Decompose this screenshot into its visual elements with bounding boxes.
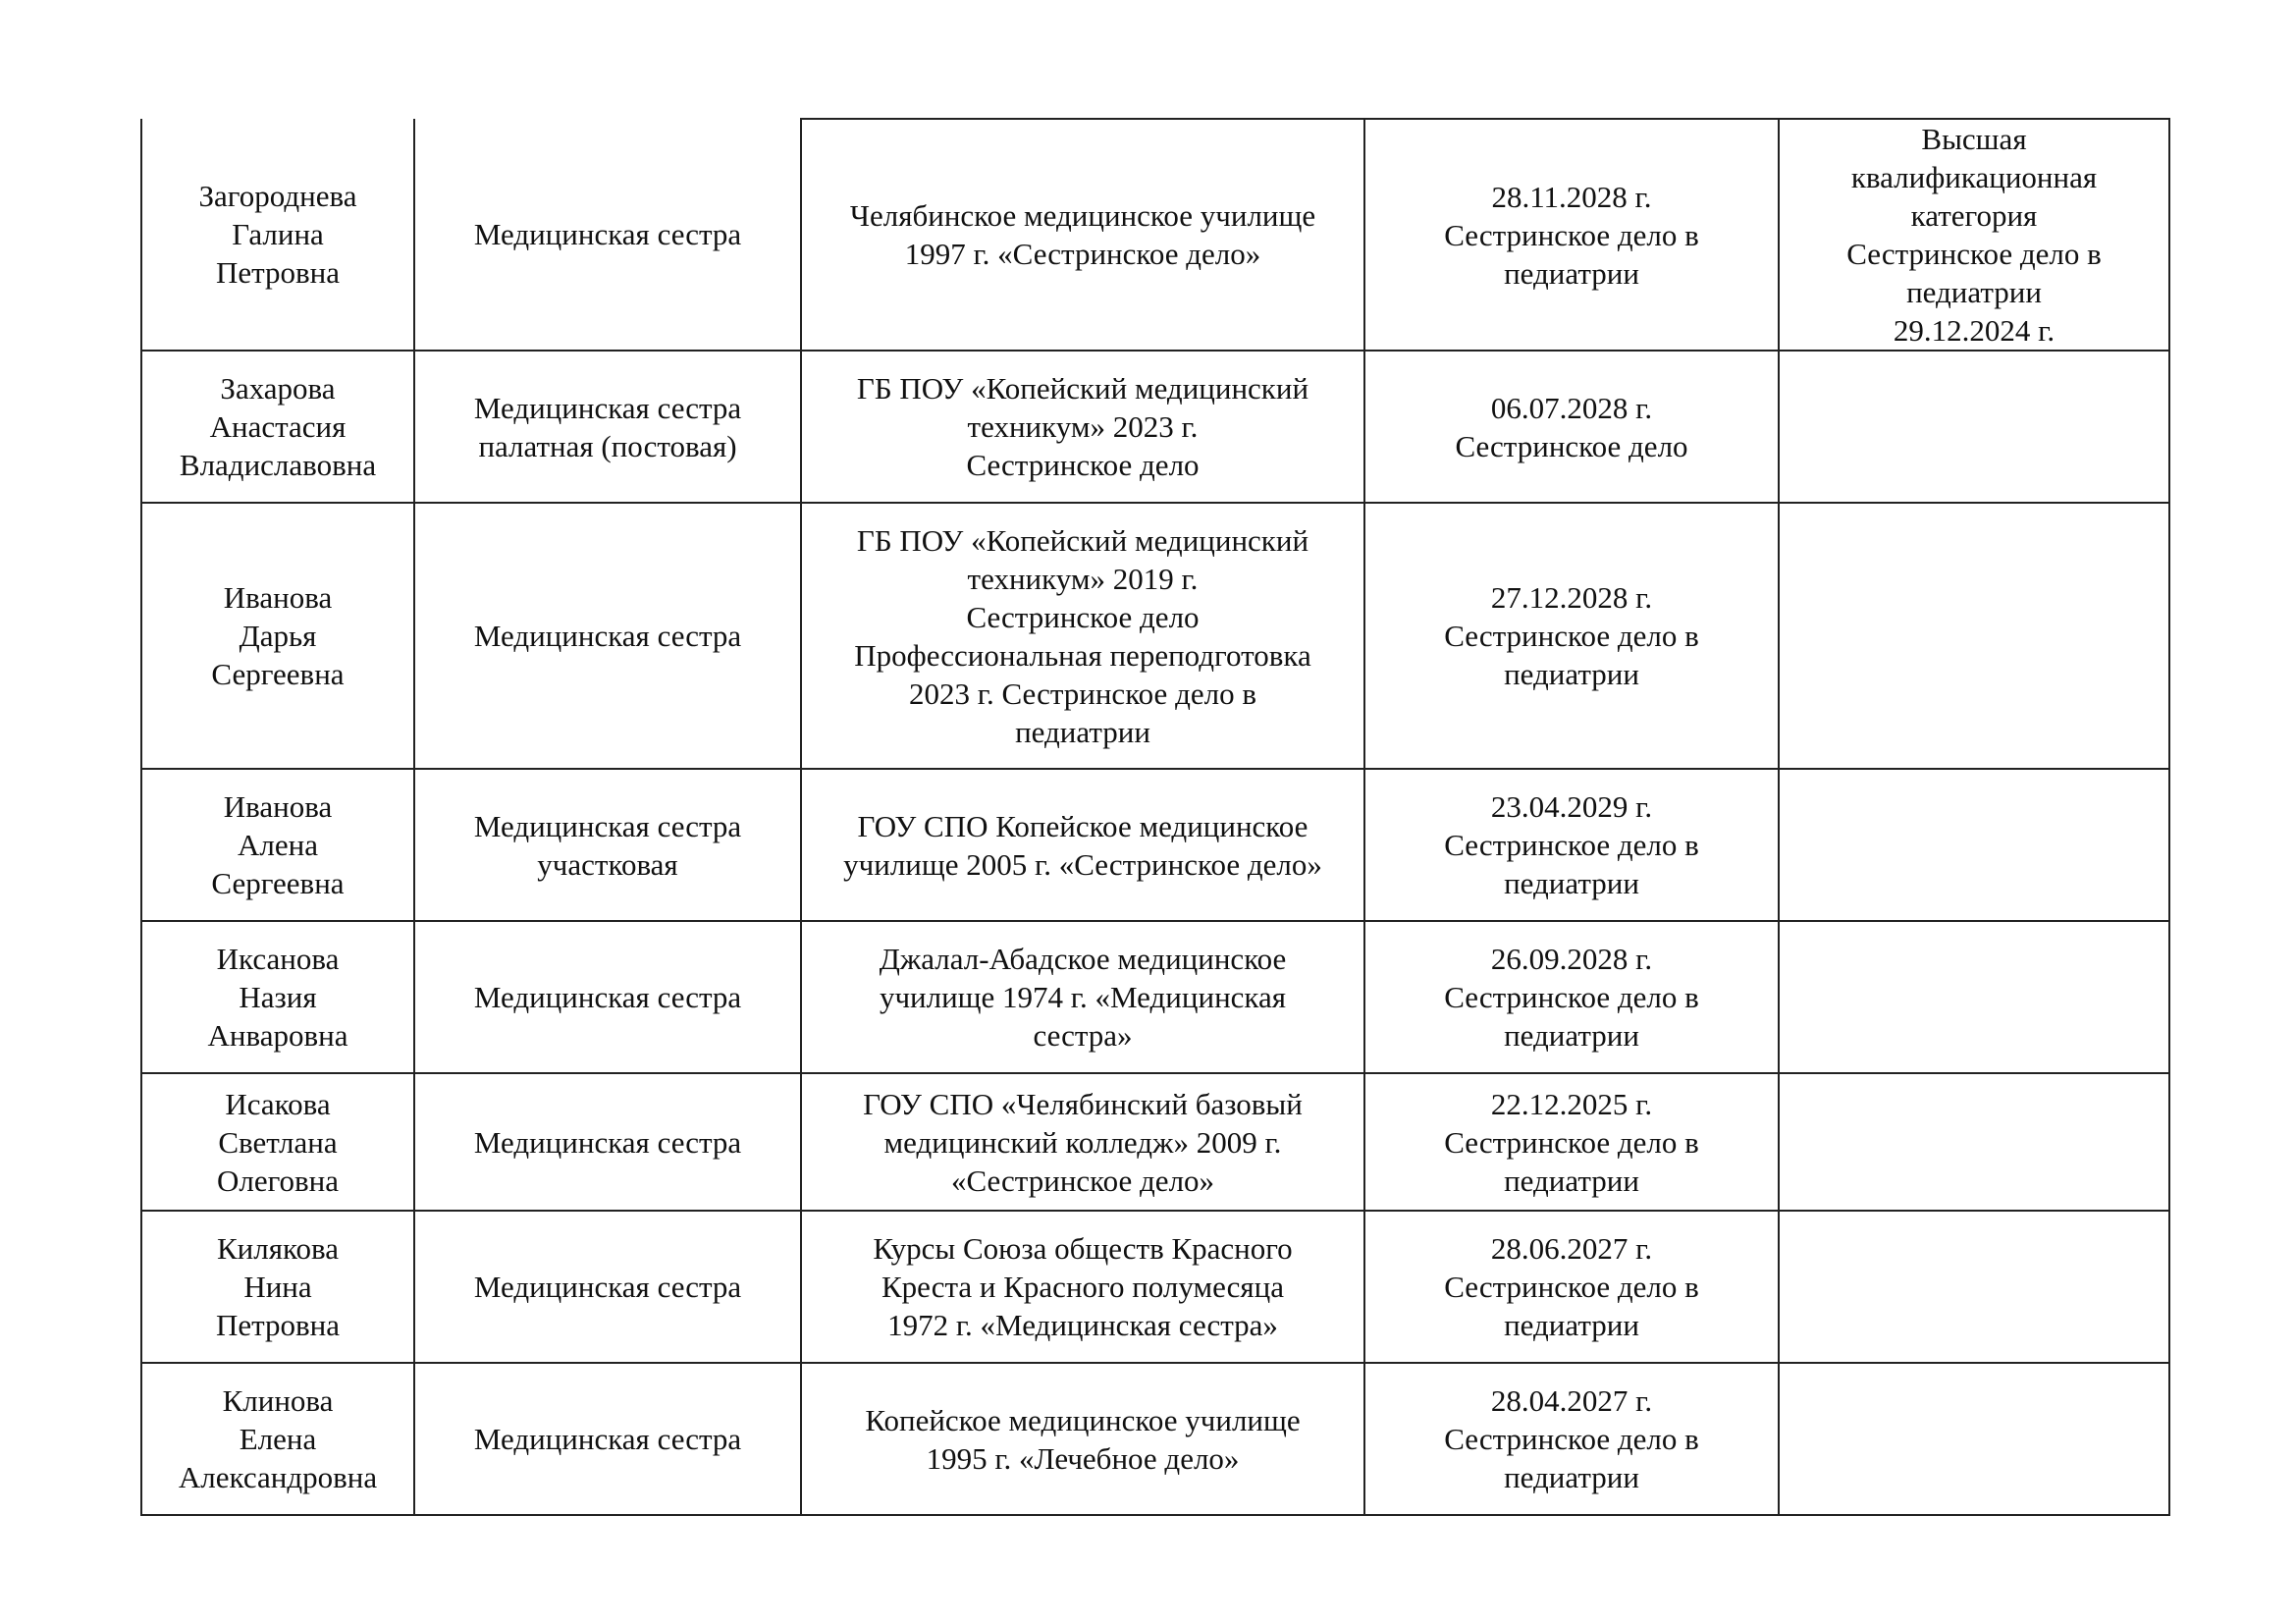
position-cell: Медицинская сестра палатная (постовая) (414, 351, 801, 503)
qualification-category-cell (1779, 503, 2169, 769)
education-cell: Копейское медицинское училище 1995 г. «Лечебное дело» (801, 1363, 1364, 1515)
employee-name-cell: Иванова Дарья Сергеевна (141, 503, 414, 769)
position-cell: Медицинская сестра участковая (414, 769, 801, 921)
table-row (141, 1211, 2169, 1363)
certificate-cell: 22.12.2025 г. Сестринское дело в педиатрии (1364, 1073, 1779, 1211)
employee-name-cell: Иксанова Назия Анваровна (141, 921, 414, 1073)
certificate-cell: 28.06.2027 г. Сестринское дело в педиатрии (1364, 1211, 1779, 1363)
certificate-cell: 28.04.2027 г. Сестринское дело в педиатрии (1364, 1363, 1779, 1515)
staff-table (140, 118, 2170, 1516)
certificate-cell: 06.07.2028 г. Сестринское дело (1364, 351, 1779, 503)
education-cell: ГОУ СПО Копейское медицинское училище 2005 г. «Сестринское дело» (801, 769, 1364, 921)
position-cell: Медицинская сестра (414, 1363, 801, 1515)
certificate-cell: 28.11.2028 г. Сестринское дело в педиатрии (1364, 119, 1779, 351)
qualification-category-cell (1779, 1363, 2169, 1515)
table-row (141, 503, 2169, 769)
employee-name-cell: Килякова Нина Петровна (141, 1211, 414, 1363)
table-row (141, 119, 2169, 351)
certificate-cell: 26.09.2028 г. Сестринское дело в педиатрии (1364, 921, 1779, 1073)
position-cell: Медицинская сестра (414, 1073, 801, 1211)
employee-name-cell: Загороднева Галина Петровна (141, 119, 414, 351)
position-cell: Медицинская сестра (414, 921, 801, 1073)
certificate-cell: 23.04.2029 г. Сестринское дело в педиатрии (1364, 769, 1779, 921)
table-row (141, 769, 2169, 921)
table-row (141, 1363, 2169, 1515)
employee-name-cell: Клинова Елена Александровна (141, 1363, 414, 1515)
education-cell: ГБ ПОУ «Копейский медицинский техникум» 2019 г. Сестринское дело Профессиональная переподготовка 2023 г. Сестринское дело в педиатрии (801, 503, 1364, 769)
qualification-category-cell (1779, 1211, 2169, 1363)
qualification-category-cell (1779, 351, 2169, 503)
education-cell: ГБ ПОУ «Копейский медицинский техникум» 2023 г. Сестринское дело (801, 351, 1364, 503)
employee-name-cell: Исакова Светлана Олеговна (141, 1073, 414, 1211)
position-cell: Медицинская сестра (414, 119, 801, 351)
qualification-category-cell: Высшая квалификационная категория Сестринское дело в педиатрии 29.12.2024 г. (1779, 119, 2169, 351)
qualification-category-cell (1779, 921, 2169, 1073)
certificate-cell: 27.12.2028 г. Сестринское дело в педиатрии (1364, 503, 1779, 769)
employee-name-cell: Захарова Анастасия Владиславовна (141, 351, 414, 503)
education-cell: Курсы Союза обществ Красного Креста и Красного полумесяца 1972 г. «Медицинская сестра» (801, 1211, 1364, 1363)
position-cell: Медицинская сестра (414, 1211, 801, 1363)
position-cell: Медицинская сестра (414, 503, 801, 769)
employee-name-cell: Иванова Алена Сергеевна (141, 769, 414, 921)
education-cell: Челябинское медицинское училище 1997 г. «Сестринское дело» (801, 119, 1364, 351)
qualification-category-cell (1779, 769, 2169, 921)
qualification-category-cell (1779, 1073, 2169, 1211)
table-row (141, 1073, 2169, 1211)
table-row (141, 351, 2169, 503)
education-cell: ГОУ СПО «Челябинский базовый медицинский колледж» 2009 г. «Сестринское дело» (801, 1073, 1364, 1211)
table-row (141, 921, 2169, 1073)
education-cell: Джалал-Абадское медицинское училище 1974 г. «Медицинская сестра» (801, 921, 1364, 1073)
